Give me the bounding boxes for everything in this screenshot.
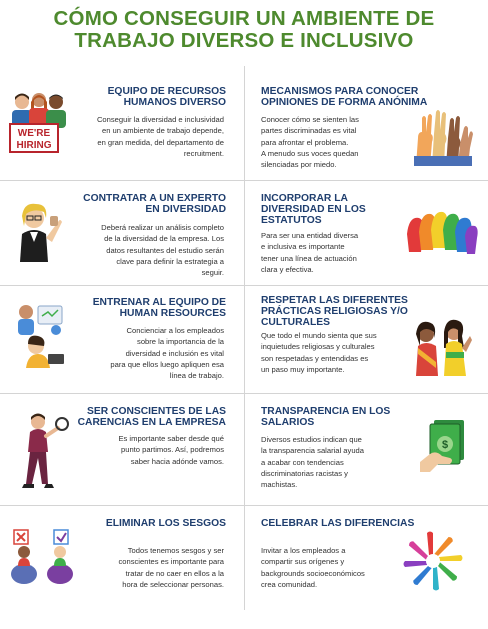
hiring-team-icon [8,90,70,156]
section-heading: SER CONSCIENTES DE LAS CARENCIAS EN LA EMPRESA [77,406,226,428]
svg-text:HIRING: HIRING [16,140,52,151]
section-text: Diversos estudios indican que la transparencia salarial ayuda a acabar con tendencias discriminatorias racistas y machistas. [261,435,364,490]
money-hand-icon [420,418,468,472]
section-heading: EQUIPO DE RECURSOS HUMANOS DIVERSO [107,86,226,108]
title-line-2: TRABAJO DIVERSO E INCLUSIVO [74,29,414,52]
row-divider [0,180,488,181]
row-divider [0,285,488,286]
section-text: Que todo el mundo sienta que sus inquietudes religiosas y culturales son respetadas y entendidas es un paso muy importante. [261,331,377,374]
section-text: Deberá realizar un análisis completo de la diversidad de la empresa. Los datos resultantes del estudio serán clave para definir la estrategia a seguir. [101,223,224,278]
section-heading: ELIMINAR LOS SESGOS [105,518,226,529]
section-text: Para ser una entidad diversa e inclusiva es importante tener una línea de actuación clara y efectiva. [261,231,359,274]
section-heading: CONTRATAR A UN EXPERTO EN DIVERSIDAD [83,193,226,215]
training-icon [12,298,74,368]
section-text: Conocer cómo se sienten las partes discriminadas es vital para afrontar el problema. A menudo sus voces quedan silenciadas por miedo. [261,115,359,170]
section-text: Invitar a los empleados a compartir sus orígenes y backgrounds socioeconómicos crea comunidad. [261,546,365,589]
page-title [0,8,488,52]
section-heading: CELEBRAR LAS DIFERENCIAS [261,518,415,529]
section-heading: RESPETAR LAS DIFERENTES PRÁCTICAS RELIGIOSAS Y/O CULTURALES [261,295,408,328]
section-heading: MECANISMOS PARA CONOCER OPINIONES DE FORMA ANÓNIMA [261,86,428,108]
svg-text:$: $ [441,439,449,451]
section-text: Conseguir la diversidad e inclusividad en un ambiente de trabajo depende, en gran medida, del departamento de recruitment. [96,115,224,158]
section-heading: ENTRENAR AL EQUIPO DE HUMAN RESOURCES [92,297,226,319]
bias-chairs-icon [10,528,76,584]
section-heading: TRANSPARENCIA EN LOS SALARIOS [261,406,391,428]
section-text: Concienciar a los empleados sobre la importancia de la diversidad e inclusión es vital para que ellos luego apliquen esa línea de trabajo. [110,326,224,381]
column-divider [244,66,245,610]
raised-hands-icon [410,108,476,166]
title-line-1: CÓMO CONSEGUIR UN AMBIENTE DE [53,7,435,30]
magnifier-person-icon [18,412,70,488]
row-divider [0,393,488,394]
row-divider [0,505,488,506]
cultural-women-icon [412,318,472,376]
section-heading: INCORPORAR LA DIVERSIDAD EN LOS ESTATUTOS [261,193,366,226]
svg-text:WE'RE: WE'RE [17,128,51,139]
colorful-hands-icon [400,528,466,594]
section-text: Todos tenemos sesgos y ser conscientes es importante para tratar de no caer en ellos a la hora de seleccionar personas. [118,546,224,589]
expert-icon [10,198,68,262]
rainbow-faces-icon [405,204,479,256]
section-text: Es importante saber desde qué punto partimos. Así, podremos saber hacia adónde vamos. [118,434,224,466]
